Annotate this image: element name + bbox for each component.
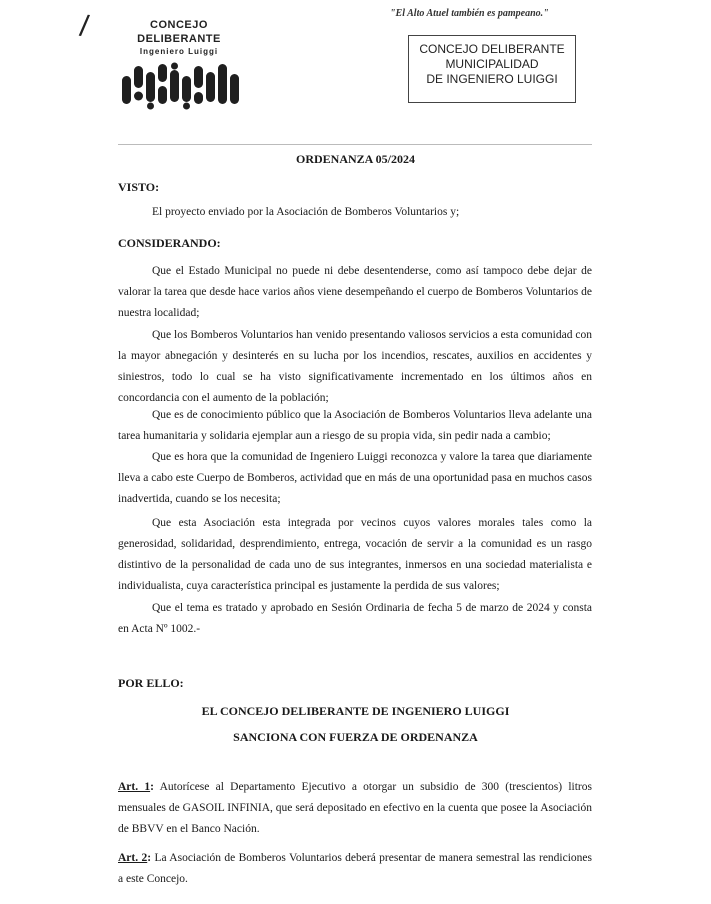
council-logo-graphic (120, 62, 244, 110)
article-2: Art. 2: La Asociación de Bomberos Voluntarios deberá presentar de manera semestral las rendiciones a este Concejo. (118, 852, 593, 885)
considerando-heading: CONSIDERANDO: (118, 236, 221, 250)
header-divider (118, 144, 592, 145)
motto: "El Alto Atuel también es pampeano." (390, 8, 549, 19)
visto-heading: VISTO: (118, 180, 160, 194)
stamp-line-1: CONCEJO DELIBERANTE (419, 42, 565, 56)
considerando-paragraph: Que el Estado Municipal no puede ni debe desentenderse, como así tampoco debe dejar de valorar la tarea que desde hace varios años viene desempeñando el cuerpo de Bomberos Voluntarios de nuestra localidad; (118, 265, 592, 319)
article-1: Art. 1: Autorícese al Departamento Ejecutivo a otorgar un subsidio de 300 (trescientos) litros mensuales de GASOIL INFINIA, que será depositado en efectivo en la cuenta que posee la Asociación de BBVV en el Banco Nación. (118, 781, 592, 835)
considerando-paragraph: Que es hora que la comunidad de Ingeniero Luiggi reconozca y valore la tarea que diariamente lleva a cabo este Cuerpo de Bomberos, actividad que en más de una oportunidad pasa en muchos casos inadvertida, cuando se los necesita; (118, 451, 592, 505)
article-1-label: Art. 1 (118, 781, 151, 793)
considerando-paragraph: Que esta Asociación esta integrada por vecinos cuyos valores morales tales como la generosidad, solidaridad, desprendimiento, entrega, vocación de servir a la comunidad es un rasgo distintivo de la personalidad de cada uno de sus integrantes, inmersos en una sociedad materialista e individualista, cuya característica principal es justamente la perdida de sus valores; (118, 517, 592, 592)
margin-mark: / (77, 9, 91, 44)
sanciona-line: SANCIONA CON FUERZA DE ORDENANZA (233, 730, 478, 744)
stamp-line-2: MUNICIPALIDAD (445, 57, 539, 71)
article-1-text: Autorícese al Departamento Ejecutivo a otorgar un subsidio de 300 (trescientos) litros mensuales de GASOIL INFINIA, que será depositado en efectivo en la cuenta que posee la Asociación de BBVV en el Banco Nación. (118, 781, 592, 835)
stamp-line-3: DE INGENIERO LUIGGI (426, 72, 558, 86)
council-logo-text (120, 18, 238, 57)
considerando-paragraph: Que es de conocimiento público que la Asociación de Bomberos Voluntarios lleva adelante una tarea humanitaria y solidaria ejemplar aun a riesgo de su propia vida, sin pedir nada a cambio; (118, 409, 592, 442)
council-line: EL CONCEJO DELIBERANTE DE INGENIERO LUIGGI (201, 704, 510, 718)
municipal-stamp (408, 35, 576, 103)
logo-line-2: DELIBERANTE (137, 33, 221, 45)
article-2-label: Art. 2 (118, 852, 148, 864)
logo-line-3: Ingeniero Luiggi (139, 47, 219, 56)
considerando-paragraph: Que el tema es tratado y aprobado en Sesión Ordinaria de fecha 5 de marzo de 2024 y consta en Acta Nº 1002.- (118, 602, 592, 635)
ordinance-title: ORDENANZA 05/2024 (295, 152, 415, 166)
logo-line-1: CONCEJO (150, 19, 208, 31)
considerando-paragraph: Que los Bomberos Voluntarios han venido presentando valiosos servicios a esta comunidad con la mayor abnegación y desinterés en su lucha por los incendios, rescates, auxilios en accidentes y siniestros, todo lo cual se ha visto significativamente incrementado en los últimos años en concordancia con el aumento de la población; (118, 329, 592, 404)
por-ello-heading: POR ELLO: (118, 676, 184, 690)
article-2-text: La Asociación de Bomberos Voluntarios deberá presentar de manera semestral las rendiciones a este Concejo. (118, 852, 593, 885)
visto-text: El proyecto enviado por la Asociación de Bomberos Voluntarios y; (152, 206, 460, 218)
